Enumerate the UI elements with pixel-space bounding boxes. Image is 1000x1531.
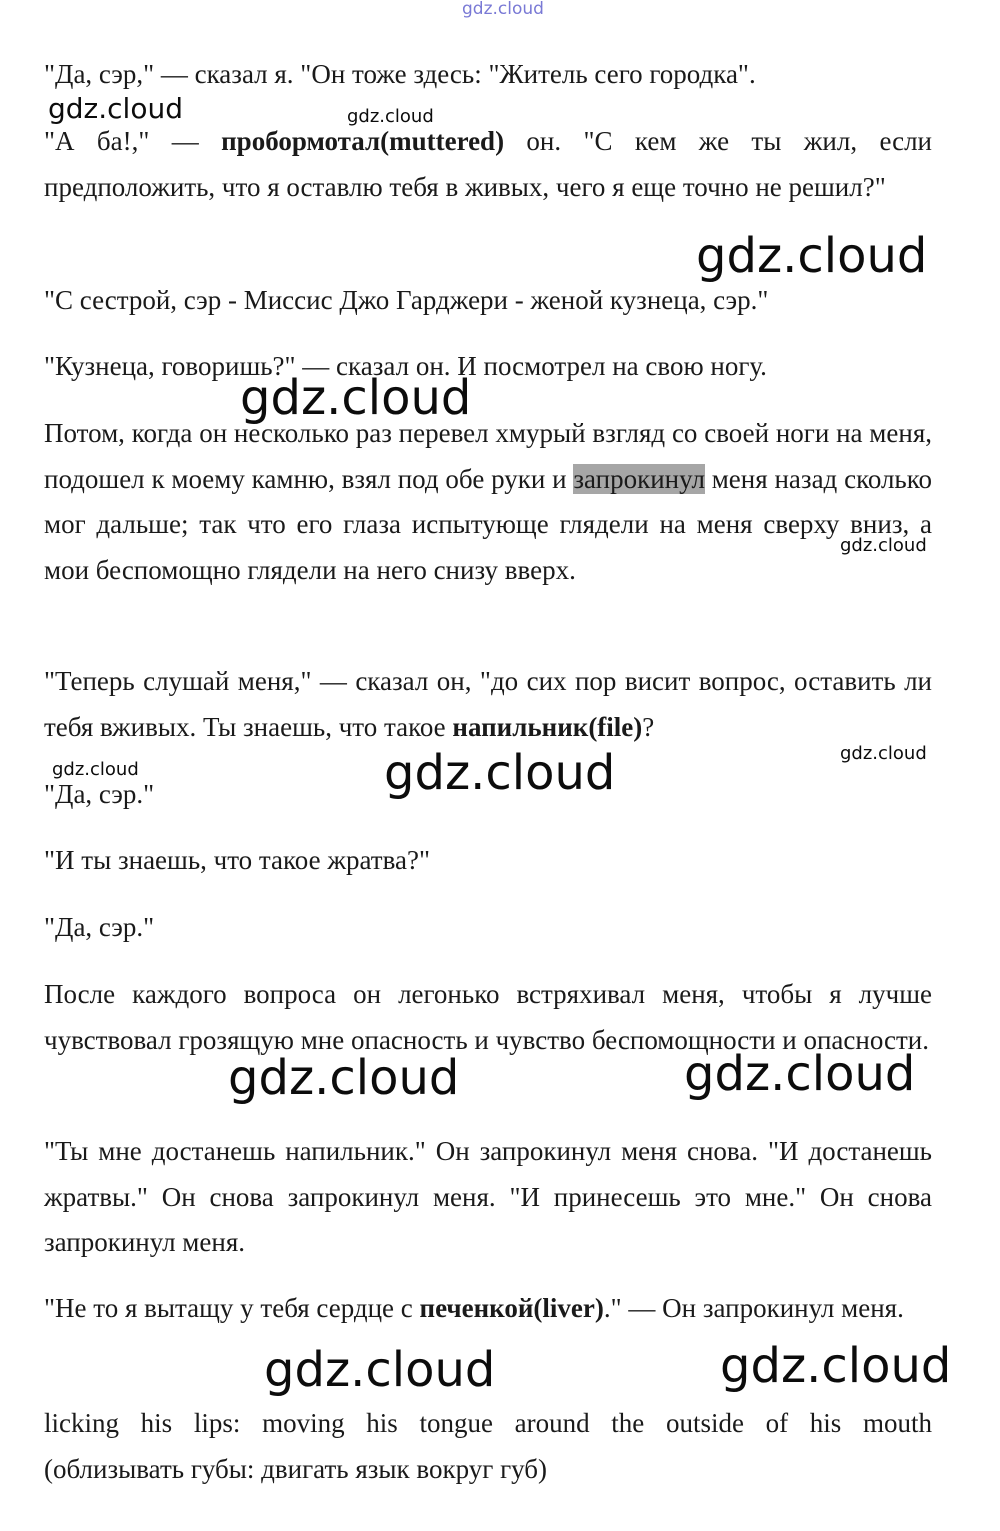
paragraph-text: "И ты знаешь, что такое жратва?" (44, 845, 430, 875)
vocab-term: печенкой(liver) (419, 1293, 604, 1323)
watermark-text: gdz.cloud (48, 92, 183, 125)
watermark-text: gdz.cloud (52, 759, 139, 780)
paragraph-text: "Теперь слушай меня," — сказал он, "до сих пор висит вопрос, оставить ли тебя вживых. Ты знаешь, что такое (44, 666, 932, 742)
paragraph-text: "А ба!," — (44, 126, 222, 156)
watermark-text: gdz.cloud (684, 1046, 916, 1102)
paragraph (44, 1286, 932, 1332)
watermark-text: gdz.cloud (240, 370, 472, 426)
watermark-text: gdz.cloud (720, 1338, 952, 1394)
vocab-term: напильник(file) (452, 711, 643, 742)
paragraph (44, 278, 932, 324)
paragraph (44, 52, 932, 98)
watermark-text: gdz.cloud (228, 1050, 460, 1106)
paragraph-text: "Не то я вытащу у тебя сердце с (44, 1293, 420, 1323)
watermark-text: gdz.cloud (696, 228, 928, 284)
paragraph-text: "Да, сэр." (44, 912, 155, 942)
paragraph (44, 119, 932, 210)
paragraph-text: "Да, сэр." (44, 779, 155, 809)
watermark-text: gdz.cloud (840, 535, 927, 556)
watermark-text: gdz.cloud (264, 1342, 496, 1398)
paragraph (44, 838, 932, 884)
paragraph-text: После каждого вопроса он легонько встряхивал меня, чтобы я лучше чувствовал грозящую мне опасность и чувство беспомощности и опасности. (44, 979, 932, 1055)
paragraph-text: ? (642, 711, 655, 742)
paragraph-text: "Кузнеца, говоришь?" — сказал он. И посмотрел на свою ногу. (44, 351, 767, 381)
vocab-note-translation: (облизывать губы: двигать язык вокруг губ) (44, 1453, 548, 1484)
paragraph (44, 659, 932, 750)
watermark-text: gdz.cloud (384, 745, 616, 801)
paragraph (44, 344, 932, 390)
paragraph-text: "С сестрой, сэр - Миссис Джо Гарджери - женой кузнеца, сэр." (44, 285, 769, 315)
vocab-term: пробормотал(muttered) (221, 126, 505, 156)
vocab-note-english: licking his lips: moving his tongue around the outside of his mouth (44, 1408, 932, 1438)
paragraph (44, 411, 932, 593)
paragraph-text: "Да, сэр," — сказал я. "Он тоже здесь: "Житель сего городка". (44, 59, 756, 89)
paragraph-text: он. "С кем же ты жил, если предположить, что я оставлю тебя в живых, чего я еще точно не решил?" (44, 126, 933, 202)
paragraph (44, 905, 932, 951)
paragraph-text: Потом, когда он несколько раз перевел хмурый взгляд со своей ноги на меня, подошел к моему камню, взял под обе руки и (44, 418, 932, 494)
watermark-text: gdz.cloud (462, 0, 544, 19)
paragraph-text: ." — Он запрокинул меня. (603, 1293, 904, 1323)
watermark-text: gdz.cloud (840, 743, 927, 764)
watermark-text: gdz.cloud (347, 106, 434, 127)
highlighted-word: запрокинул (573, 463, 705, 494)
vocab-note (44, 1401, 932, 1492)
paragraph-text: меня назад сколько мог дальше; так что его глаза испытующе глядели на меня сверху вниз, а мои беспомощно глядели на него снизу вверх. (44, 463, 932, 585)
paragraph (44, 1129, 932, 1266)
paragraph-text: "Ты мне достанешь напильник." Он запрокинул меня снова. "И достанешь жратвы." Он снова запрокинул меня. "И принесешь это мне." Он снова запрокинул меня. (44, 1136, 932, 1257)
